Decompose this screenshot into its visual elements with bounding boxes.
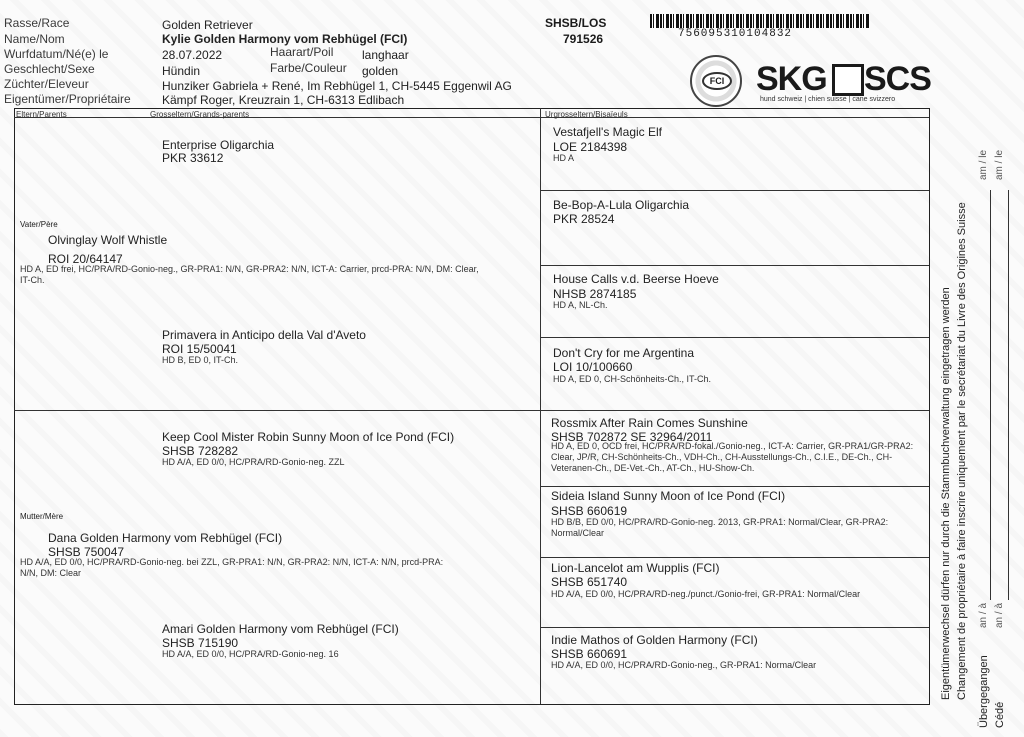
gg-divider-2 bbox=[540, 265, 929, 266]
great-grandparent-name: Lion-Lancelot am Wupplis (FCI) bbox=[551, 561, 720, 575]
sire-dam-divider bbox=[14, 410, 929, 411]
owner-label: Eigentümer/Propriétaire bbox=[4, 92, 131, 106]
sire-name: Olvinglay Wolf Whistle bbox=[48, 233, 168, 247]
birth-label: Wurfdatum/Né(e) le bbox=[4, 47, 109, 61]
great-grandparent-reg: SHSB 660619 bbox=[551, 504, 628, 518]
great-grandparent-reg: LOI 10/100660 bbox=[553, 360, 633, 374]
col-great-grandparents-header: Urgrosseltern/Bisaïeuls bbox=[545, 110, 628, 119]
gg-divider-5 bbox=[540, 486, 929, 487]
dam-label: Mutter/Mère bbox=[20, 512, 64, 521]
dam-name: Dana Golden Harmony vom Rebhügel (FCI) bbox=[48, 531, 283, 545]
col-grandparents-header: Grosseltern/Grands-parents bbox=[150, 110, 250, 119]
dog-name: Kylie Golden Harmony vom Rebhügel (FCI) bbox=[162, 32, 408, 46]
sire-reg: ROI 20/64147 bbox=[48, 252, 123, 266]
barcode-number: 756095310104832 bbox=[678, 28, 793, 40]
grandparent-info: HD B, ED 0, IT-Ch. bbox=[162, 355, 239, 365]
skg-logo: SKG bbox=[756, 60, 827, 98]
birth-value: 28.07.2022 bbox=[162, 48, 223, 62]
sex-label: Geschlecht/Sexe bbox=[4, 62, 95, 76]
great-grandparent-info: HD A bbox=[553, 153, 575, 163]
sire-info: HD A, ED frei, HC/PRA/RD-Gonio-neg., GR-PRA1: N/N, GR-PRA2: N/N, ICT-A: Carrier, prcd-PRA: N/N, DM: Clear, IT-Ch. bbox=[20, 264, 479, 285]
grandparent-name: Enterprise Oligarchia bbox=[162, 138, 275, 152]
dam-reg: SHSB 750047 bbox=[48, 545, 125, 559]
color-label: Farbe/Couleur bbox=[270, 61, 347, 75]
great-grandparent-name: Rossmix After Rain Comes Sunshine bbox=[551, 416, 748, 430]
great-grandparent-info: HD A/A, ED 0/0, HC/PRA/RD-Gonio-neg., GR-PRA1: Norma/Clear bbox=[551, 660, 817, 670]
logo-subtitle: hund schweiz | chien suisse | cane svizzero bbox=[760, 96, 896, 103]
great-grandparent-name: Don't Cry for me Argentina bbox=[553, 346, 695, 360]
grandparent-reg: SHSB 728282 bbox=[162, 444, 239, 458]
breed-label: Rasse/Race bbox=[4, 16, 70, 30]
great-grandparent-reg: NHSB 2874185 bbox=[553, 287, 637, 301]
dam-info: HD A/A, ED 0/0, HC/PRA/RD-Gonio-neg. bei ZZL, GR-PRA1: N/N, GR-PRA2: N/N, ICT-A: N/N, prcd-PRA: N/N, DM: Clear bbox=[20, 557, 444, 578]
great-grandparent-column-divider bbox=[540, 108, 541, 704]
pedigree-frame bbox=[14, 108, 930, 705]
name-label: Name/Nom bbox=[4, 32, 65, 46]
great-grandparent-name: Be-Bop-A-Lula Oligarchia bbox=[553, 198, 690, 212]
gg-divider-7 bbox=[540, 627, 929, 628]
studbook-label: SHSB/LOS bbox=[545, 16, 607, 30]
great-grandparent-info: HD A/A, ED 0/0, HC/PRA/RD-neg./punct./Gonio-frei, GR-PRA1: Normal/Clear bbox=[551, 589, 861, 599]
ownership-note-de: Eigentümerwechsel dürfen nur durch die Stammbuchverwaltung eingetragen werden bbox=[940, 287, 952, 700]
grandparent-reg: PKR 33612 bbox=[162, 151, 224, 165]
fci-seal-text: FCI bbox=[702, 72, 732, 90]
uebergegangen-label: Übergegangen bbox=[978, 655, 990, 728]
gg-divider-1 bbox=[540, 190, 929, 191]
breeder-value: Hunziker Gabriela + René, Im Rebhügel 1, CH-5445 Eggenwil AG bbox=[162, 79, 512, 93]
great-grandparent-name: Indie Mathos of Golden Harmony (FCI) bbox=[551, 633, 758, 647]
great-grandparent-info: HD B/B, ED 0/0, HC/PRA/RD-Gonio-neg. 2013, GR-PRA1: Normal/Clear, GR-PRA2: Normal/Clear bbox=[551, 517, 889, 538]
studbook-number: 791526 bbox=[563, 32, 604, 46]
signature-line bbox=[990, 190, 991, 600]
great-grandparent-info: HD A, ED 0, OCD frei, HC/PRA/RD-fokal./Gonio-neg., ICT-A: Carrier, GR-PRA1/GR-PRA2: Clear, JP/R, CH-Schönheits-Ch., VDH-Ch., CH-Ausstellungs-Ch., C.I.E., DE-Ch., CH-Veteranen-Ch., DE-Vet.-Ch., AT-Ch., HU-Show-Ch. bbox=[551, 441, 914, 473]
dog-house-icon bbox=[832, 64, 864, 96]
grandparent-info: HD A/A, ED 0/0, HC/PRA/RD-Gonio-neg. 16 bbox=[162, 649, 339, 659]
sex-value: Hündin bbox=[162, 64, 201, 78]
am-le-label: am / le bbox=[994, 149, 1005, 180]
gg-divider-6 bbox=[540, 557, 929, 558]
an-a-label: an / à bbox=[978, 602, 989, 628]
an-a-label: an / à bbox=[994, 602, 1005, 628]
color-value: golden bbox=[362, 64, 399, 78]
grandparent-name: Primavera in Anticipo della Val d'Aveto bbox=[162, 328, 366, 342]
scs-logo: SCS bbox=[864, 60, 931, 98]
grandparent-info: HD A/A, ED 0/0, HC/PRA/RD-Gonio-neg. ZZL bbox=[162, 457, 345, 467]
great-grandparent-name: Sideia Island Sunny Moon of Ice Pond (FCI) bbox=[551, 489, 786, 503]
grandparent-reg: ROI 15/50041 bbox=[162, 342, 237, 356]
sire-label: Vater/Père bbox=[20, 220, 58, 229]
grandparent-name: Amari Golden Harmony vom Rebhügel (FCI) bbox=[162, 622, 399, 636]
great-grandparent-reg: PKR 28524 bbox=[553, 212, 615, 226]
am-le-label: am / le bbox=[978, 149, 989, 180]
col-parents-header: Eltern/Parents bbox=[16, 110, 67, 119]
barcode bbox=[650, 14, 870, 28]
great-grandparent-info: HD A, NL-Ch. bbox=[553, 300, 608, 310]
grandparent-reg: SHSB 715190 bbox=[162, 636, 239, 650]
coat-label: Haarart/Poil bbox=[270, 45, 334, 59]
great-grandparent-name: Vestafjell's Magic Elf bbox=[553, 125, 663, 139]
grandparent-name: Keep Cool Mister Robin Sunny Moon of Ice Pond (FCI) bbox=[162, 430, 455, 444]
breed-value: Golden Retriever bbox=[162, 18, 253, 32]
great-grandparent-info: HD A, ED 0, CH-Schönheits-Ch., IT-Ch. bbox=[553, 374, 712, 384]
ownership-note-fr: Changement de propriétaire à faire inscrire uniquement par le secrétariat du Livre des Origines Suisse bbox=[956, 202, 968, 700]
great-grandparent-name: House Calls v.d. Beerse Hoeve bbox=[553, 272, 719, 286]
gg-divider-3 bbox=[540, 337, 929, 338]
great-grandparent-reg: SHSB 651740 bbox=[551, 575, 628, 589]
signature-line bbox=[1008, 190, 1009, 600]
great-grandparent-reg: SHSB 702872 SE 32964/2011 bbox=[551, 430, 713, 444]
breeder-label: Züchter/Eleveur bbox=[4, 77, 89, 91]
coat-value: langhaar bbox=[362, 48, 409, 62]
cede-label: Cédé bbox=[994, 701, 1006, 728]
owner-value: Kämpf Roger, Kreuzrain 1, CH-6313 Edlibach bbox=[162, 93, 405, 107]
great-grandparent-reg: LOE 2184398 bbox=[553, 140, 628, 154]
great-grandparent-reg: SHSB 660691 bbox=[551, 647, 628, 661]
fci-seal-logo bbox=[690, 55, 742, 107]
